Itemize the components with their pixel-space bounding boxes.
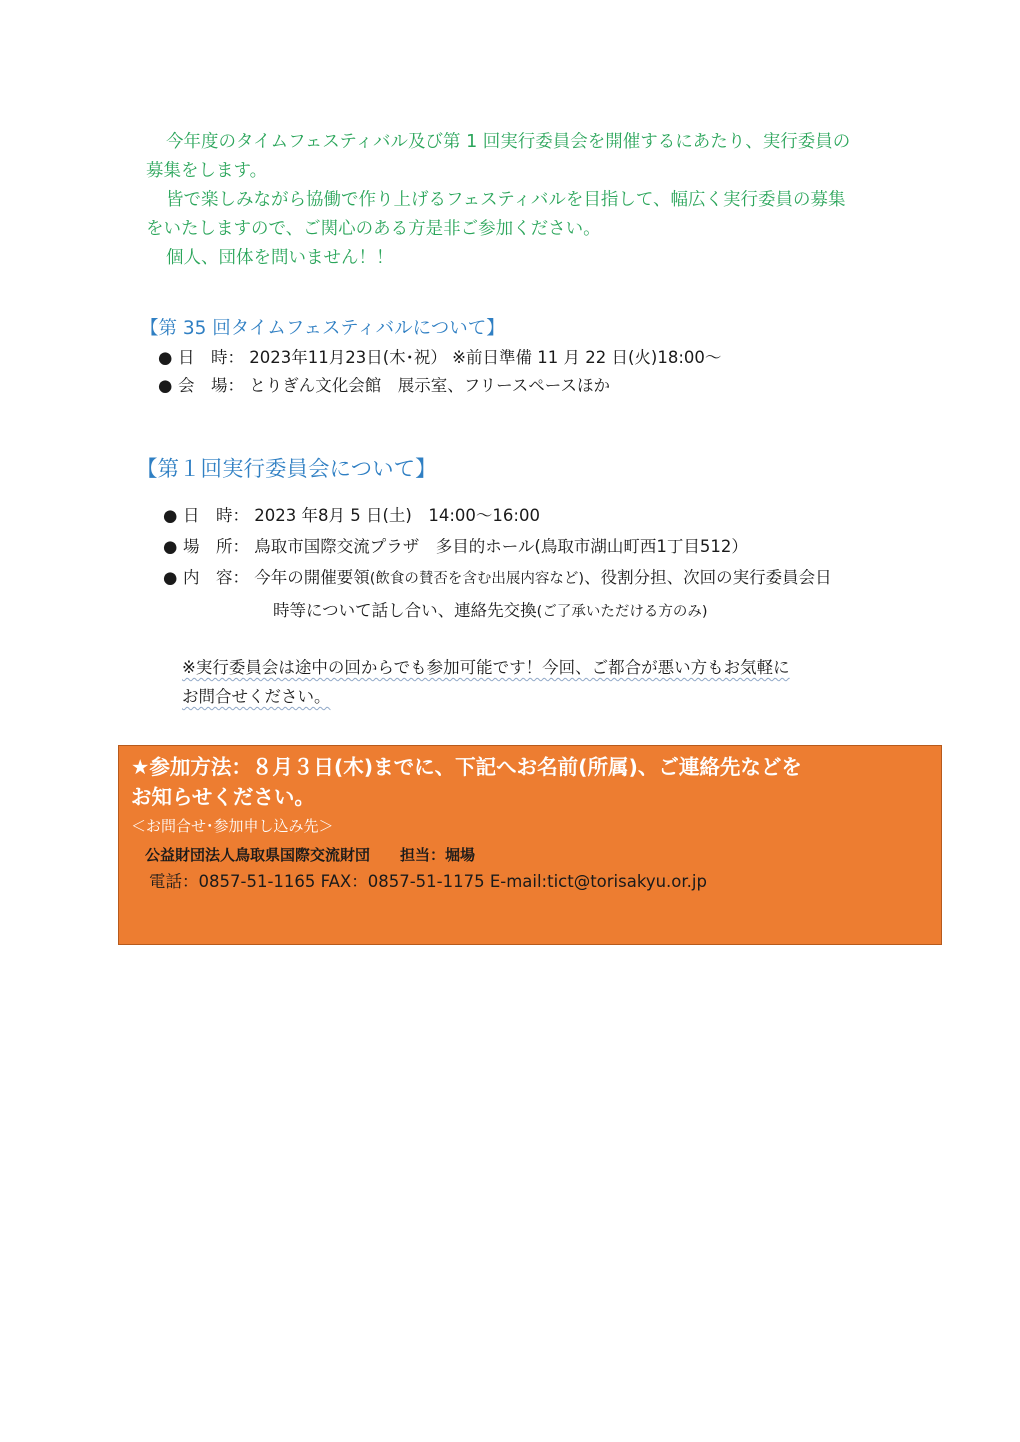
- intro-line: 皆で楽しみながら協働で作り上げるフェスティバルを目指して、幅広く実行委員の募集: [166, 190, 846, 210]
- festival-heading: 【第 35 回タイムフェスティバルについて】: [140, 318, 505, 339]
- meeting-content-text: (飲食の賛否を含む出展内容など): [369, 571, 585, 587]
- meeting-date-label: 日 時：: [183, 506, 249, 525]
- bullet: ●: [158, 376, 173, 395]
- festival-venue-row: [158, 372, 721, 400]
- meeting-content-text: 今年の開催要領: [254, 568, 370, 587]
- meeting-place-row: [163, 531, 832, 562]
- meeting-content-label: 内 容：: [183, 568, 249, 587]
- meeting-date-value: 2023 年8月 5 日(土) 14:00～16:00: [254, 506, 540, 525]
- contact-details: 電話：0857-51-1165 FAX：0857-51-1175 E-mail:tict@torisakyu.or.jp: [149, 872, 707, 891]
- bullet: ●: [158, 348, 173, 367]
- festival-date-row: [158, 344, 721, 372]
- meeting-date-row: [163, 500, 832, 531]
- bullet: ●: [163, 537, 178, 556]
- bullet: ●: [163, 506, 178, 525]
- inquiry-label: ＜お問合せ･参加申し込み先＞: [131, 817, 334, 835]
- meeting-content-text: 、役割分担、次回の実行委員会日: [584, 568, 832, 587]
- intro-line: 今年度のタイムフェスティバル及び第 1 回実行委員会を開催するにあたり、実行委員の: [166, 132, 851, 152]
- participation-note: [182, 653, 790, 711]
- meeting-content-row: [163, 562, 832, 595]
- organization-contact: 公益財団法人鳥取県国際交流財団 担当：堀場: [145, 846, 476, 864]
- meeting-place-value: 鳥取市国際交流プラザ 多目的ホール(鳥取市湖山町西1丁目512）: [254, 537, 748, 556]
- meeting-content-continued: [163, 595, 832, 628]
- festival-venue-label: 会 場：: [178, 376, 244, 395]
- festival-date-value: 2023年11月23日(木･祝） ※前日準備 11 月 22 日(火)18:00～: [249, 348, 722, 367]
- intro-line: 募集をします。: [146, 161, 268, 181]
- bullet: ●: [163, 568, 178, 587]
- participation-heading: ★参加方法：８月３日(木)までに、下記へお名前(所属)、ご連絡先などを: [131, 755, 802, 779]
- participation-box: [118, 745, 942, 945]
- note-line: お問合せください。: [182, 687, 331, 706]
- meeting-heading: 【第１回実行委員会について】: [136, 457, 437, 482]
- festival-date-label: 日 時：: [178, 348, 244, 367]
- intro-line: をいたしますので、ご関心のある方是非ご参加ください。: [146, 219, 601, 239]
- intro-paragraph: [146, 128, 886, 273]
- festival-venue-value: とりぎん文化会館 展示室、フリースペースほか: [249, 376, 610, 395]
- festival-details: [158, 344, 721, 400]
- meeting-details: [163, 500, 832, 628]
- meeting-content-text: (ご了承いただける方のみ): [536, 604, 708, 620]
- meeting-content-text: 時等について話し合い、連絡先交換: [273, 601, 537, 620]
- intro-line: 個人、団体を問いません！！: [166, 248, 394, 268]
- meeting-place-label: 場 所：: [183, 537, 249, 556]
- participation-heading: お知らせください。: [131, 785, 315, 809]
- note-line: ※実行委員会は途中の回からでも参加可能です！今回、ご都合が悪い方もお気軽に: [182, 658, 790, 677]
